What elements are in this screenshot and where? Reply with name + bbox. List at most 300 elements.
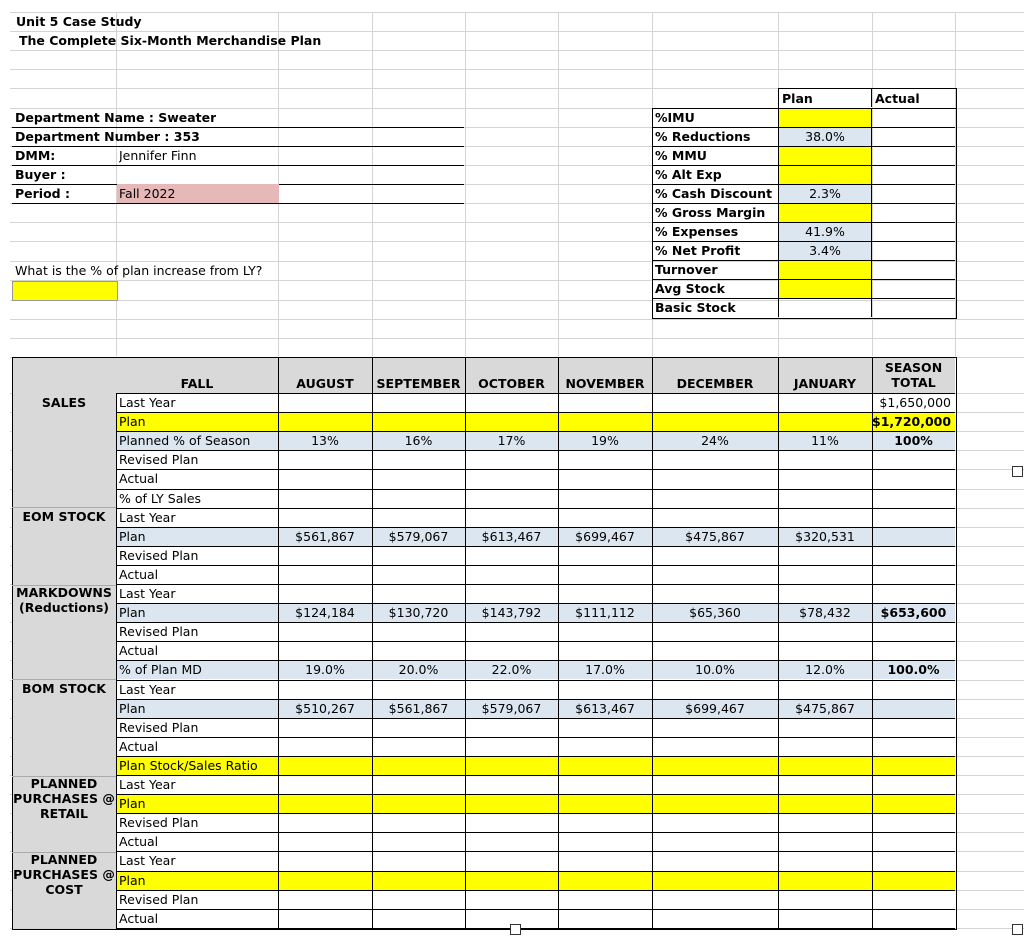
value-cell[interactable] — [778, 871, 872, 890]
value-cell[interactable]: $579,067 — [388, 528, 449, 544]
value-cell[interactable] — [278, 832, 372, 851]
value-cell[interactable] — [558, 890, 652, 909]
value-cell[interactable] — [558, 775, 652, 794]
value-cell[interactable] — [778, 909, 872, 928]
value-cell[interactable] — [278, 622, 372, 641]
value-cell[interactable] — [778, 832, 872, 851]
value-cell[interactable]: $124,184 — [295, 605, 355, 621]
value-cell[interactable] — [278, 871, 372, 890]
value-cell[interactable] — [372, 737, 465, 756]
value-cell[interactable] — [372, 489, 465, 508]
value-cell[interactable] — [465, 890, 558, 909]
metrics-actual-cell-1[interactable] — [872, 128, 954, 146]
value-cell[interactable] — [372, 832, 465, 851]
value-cell[interactable] — [558, 851, 652, 870]
value-cell[interactable] — [372, 622, 465, 641]
metrics-label-10: Basic Stock — [655, 300, 736, 315]
section-ppc-3: COST — [45, 882, 83, 897]
value-cell[interactable] — [778, 737, 872, 756]
value-cell[interactable] — [652, 393, 778, 412]
value-cell[interactable] — [778, 622, 872, 641]
section-eom-stock: EOM STOCK — [22, 509, 106, 524]
value-cell[interactable] — [372, 680, 465, 699]
season-total-cell[interactable] — [872, 489, 955, 508]
season-total-cell[interactable] — [872, 718, 955, 737]
row-label-25: Plan — [119, 872, 146, 888]
value-cell[interactable] — [558, 393, 652, 412]
resize-handle-bottom-right[interactable] — [1012, 924, 1023, 935]
row-label-12: Revised Plan — [119, 624, 199, 640]
row-label-14: % of Plan MD — [119, 662, 202, 678]
grid-col-line — [465, 12, 466, 356]
season-total-cell[interactable] — [872, 851, 955, 870]
value-cell[interactable] — [372, 584, 465, 603]
value-cell[interactable] — [372, 775, 465, 794]
grid-col-line — [558, 12, 559, 356]
value-cell[interactable] — [372, 412, 465, 431]
section-ppc-1: PLANNED — [30, 852, 98, 867]
value-cell[interactable] — [278, 508, 372, 527]
section-ppc-2: PURCHASES @ — [13, 867, 115, 882]
value-cell[interactable]: $130,720 — [388, 605, 449, 621]
value-cell[interactable] — [558, 813, 652, 832]
value-cell[interactable] — [652, 469, 778, 488]
value-cell[interactable] — [778, 508, 872, 527]
value-cell[interactable] — [372, 794, 465, 813]
value-cell[interactable] — [372, 450, 465, 469]
value-cell[interactable] — [372, 546, 465, 565]
value-cell[interactable] — [465, 469, 558, 488]
value-cell[interactable] — [465, 851, 558, 870]
row-label-4: Actual — [119, 471, 159, 487]
value-cell[interactable]: 19% — [591, 433, 619, 449]
season-total-cell[interactable] — [872, 680, 955, 699]
dept-name-text: Department Name : Sweater — [15, 110, 217, 125]
value-cell[interactable]: $699,467 — [575, 528, 635, 544]
value-cell[interactable] — [372, 393, 465, 412]
header-month-5: JANUARY — [793, 376, 857, 391]
dept-number-cell[interactable] — [15, 127, 200, 146]
value-cell[interactable]: $561,867 — [388, 700, 449, 716]
value-cell[interactable]: 16% — [404, 433, 433, 449]
value-cell[interactable] — [778, 851, 872, 870]
metrics-actual-cell-4[interactable] — [872, 185, 954, 203]
row-label-15: Last Year — [119, 681, 176, 697]
value-cell[interactable] — [465, 584, 558, 603]
season-total-cell[interactable] — [872, 794, 955, 813]
value-cell[interactable]: $475,867 — [795, 700, 855, 716]
value-cell[interactable] — [465, 813, 558, 832]
season-total-cell[interactable] — [872, 450, 955, 469]
metrics-actual-cell-9[interactable] — [872, 280, 954, 298]
value-cell[interactable] — [465, 718, 558, 737]
season-total-cell[interactable] — [872, 508, 955, 527]
value-cell[interactable] — [372, 851, 465, 870]
value-cell[interactable] — [652, 775, 778, 794]
value-cell[interactable] — [558, 508, 652, 527]
period-label: Period : — [15, 186, 70, 201]
value-cell[interactable] — [778, 393, 872, 412]
season-total-cell[interactable] — [872, 871, 955, 890]
row-label-0: Last Year — [119, 395, 176, 410]
period-value-cell[interactable] — [117, 184, 279, 203]
value-cell[interactable] — [778, 546, 872, 565]
metrics-actual-cell-3[interactable] — [872, 166, 954, 184]
metrics-actual-cell-6[interactable] — [872, 223, 954, 241]
value-cell[interactable] — [558, 909, 652, 928]
season-total-cell[interactable] — [872, 622, 955, 641]
row-label-11: Plan — [119, 605, 146, 621]
value-cell[interactable]: 17% — [497, 433, 526, 449]
value-cell[interactable] — [465, 489, 558, 508]
value-cell[interactable] — [278, 775, 372, 794]
value-cell[interactable]: 19.0% — [305, 662, 345, 678]
value-cell[interactable] — [558, 832, 652, 851]
metrics-actual-header: Actual — [875, 91, 920, 106]
metrics-actual-cell-7[interactable] — [872, 242, 954, 260]
dept-name-cell[interactable] — [15, 108, 216, 127]
value-cell[interactable] — [778, 794, 872, 813]
value-cell[interactable] — [558, 871, 652, 890]
value-cell[interactable] — [652, 890, 778, 909]
metrics-plan-header: Plan — [782, 91, 813, 106]
season-total-cell[interactable]: $653,600 — [880, 605, 947, 621]
section-markdowns: MARKDOWNS — [16, 585, 112, 600]
season-total-cell[interactable] — [872, 641, 955, 660]
value-cell[interactable] — [278, 489, 372, 508]
metrics-label-0: %IMU — [655, 110, 695, 125]
value-cell[interactable] — [558, 737, 652, 756]
dept-number-text: Department Number : 353 — [15, 129, 200, 144]
metrics-label-4: % Cash Discount — [655, 186, 773, 201]
row-label-19: Plan Stock/Sales Ratio — [119, 757, 258, 773]
value-cell[interactable]: $579,067 — [481, 700, 542, 716]
value-cell[interactable] — [372, 890, 465, 909]
row-label-21: Plan — [119, 796, 146, 812]
value-cell[interactable]: $475,867 — [685, 528, 745, 544]
header-month-4: DECEMBER — [676, 376, 754, 391]
value-cell[interactable] — [372, 508, 465, 527]
value-cell[interactable] — [558, 756, 652, 775]
value-cell[interactable]: $320,531 — [795, 528, 855, 544]
value-cell[interactable] — [465, 450, 558, 469]
season-total-cell[interactable] — [872, 584, 955, 603]
dmm-value-cell[interactable] — [119, 146, 197, 165]
value-cell[interactable] — [465, 871, 558, 890]
season-total-cell[interactable]: 100% — [894, 433, 933, 449]
season-total-cell[interactable] — [872, 527, 955, 546]
value-cell[interactable] — [278, 450, 372, 469]
value-cell[interactable] — [652, 737, 778, 756]
header-fall: FALL — [180, 376, 214, 391]
season-total-cell[interactable]: $1,720,000 — [872, 414, 951, 430]
header-season: SEASON — [884, 360, 943, 375]
row-label-2: Planned % of Season — [119, 433, 251, 449]
season-total-cell[interactable] — [872, 813, 955, 832]
row-label-6: Last Year — [119, 509, 176, 525]
value-cell[interactable] — [278, 813, 372, 832]
value-cell[interactable]: 11% — [811, 433, 839, 449]
value-cell[interactable] — [278, 412, 372, 431]
season-total-cell[interactable] — [872, 832, 955, 851]
row-label-8: Revised Plan — [119, 547, 199, 563]
value-cell[interactable] — [278, 718, 372, 737]
value-cell[interactable] — [652, 546, 778, 565]
season-total-cell[interactable] — [872, 737, 955, 756]
metrics-actual-cell-8[interactable] — [872, 261, 954, 279]
dept-number-underline — [12, 146, 464, 147]
value-cell[interactable] — [278, 469, 372, 488]
value-cell[interactable] — [278, 794, 372, 813]
value-cell[interactable] — [465, 641, 558, 660]
metrics-plan-cell-5[interactable] — [779, 204, 871, 222]
value-cell[interactable] — [465, 508, 558, 527]
value-cell[interactable] — [652, 851, 778, 870]
value-cell[interactable]: $510,267 — [295, 700, 355, 716]
value-cell[interactable] — [558, 469, 652, 488]
value-cell[interactable]: 10.0% — [695, 662, 735, 678]
value-cell[interactable]: $143,792 — [481, 605, 542, 621]
row-label-20: Last Year — [119, 777, 176, 792]
value-cell[interactable] — [778, 718, 872, 737]
value-cell[interactable] — [278, 909, 372, 928]
metrics-actual-cell-5[interactable] — [872, 204, 954, 222]
value-cell[interactable] — [558, 565, 652, 584]
value-cell[interactable] — [558, 412, 652, 431]
metrics-label-9: Avg Stock — [655, 281, 725, 296]
row-label-26: Revised Plan — [119, 891, 199, 907]
title-line-1: Unit 5 Case Study — [16, 14, 142, 29]
metrics-plan-cell-6[interactable]: 41.9% — [779, 223, 871, 241]
metrics-plan-cell-0[interactable] — [779, 109, 871, 127]
value-cell[interactable] — [778, 775, 872, 794]
value-cell[interactable]: $561,867 — [295, 528, 355, 544]
period-underline — [12, 203, 464, 204]
value-cell[interactable] — [372, 641, 465, 660]
value-cell[interactable] — [778, 641, 872, 660]
value-cell[interactable] — [652, 794, 778, 813]
value-cell[interactable] — [465, 393, 558, 412]
value-cell[interactable] — [278, 641, 372, 660]
value-cell[interactable] — [778, 890, 872, 909]
value-cell[interactable] — [372, 871, 465, 890]
resize-handle-bottom[interactable] — [510, 924, 521, 935]
value-cell[interactable]: 22.0% — [491, 662, 532, 678]
row-label-13: Actual — [119, 643, 159, 659]
value-cell[interactable] — [652, 909, 778, 928]
value-cell[interactable] — [278, 680, 372, 699]
value-cell[interactable] — [778, 489, 872, 508]
row-label-18: Actual — [119, 738, 159, 754]
metrics-label-2: % MMU — [655, 148, 707, 163]
metrics-actual-cell-10[interactable] — [872, 299, 954, 317]
value-cell[interactable] — [465, 775, 558, 794]
value-cell[interactable] — [778, 813, 872, 832]
value-cell[interactable] — [465, 680, 558, 699]
metrics-plan-cell-3[interactable] — [779, 166, 871, 184]
value-cell[interactable]: 13% — [311, 433, 339, 449]
row-label-3: Revised Plan — [119, 452, 199, 468]
header-month-2: OCTOBER — [478, 376, 545, 391]
season-total-cell[interactable] — [872, 775, 955, 794]
value-cell[interactable] — [558, 641, 652, 660]
row-label-17: Revised Plan — [119, 719, 199, 735]
value-cell[interactable] — [778, 450, 872, 469]
value-cell[interactable] — [652, 489, 778, 508]
row-label-27: Actual — [119, 910, 159, 926]
row-label-24: Last Year — [119, 853, 176, 869]
section-ppr-2: PURCHASES @ — [13, 791, 115, 806]
section-ppr-1: PLANNED — [30, 776, 98, 791]
value-cell[interactable] — [652, 718, 778, 737]
season-total-cell[interactable] — [872, 546, 955, 565]
value-cell[interactable] — [652, 641, 778, 660]
season-total-cell[interactable]: 100.0% — [887, 662, 940, 678]
value-cell[interactable] — [372, 813, 465, 832]
section-bom-stock: BOM STOCK — [22, 681, 106, 696]
season-total-cell[interactable]: $1,650,000 — [879, 395, 951, 410]
metrics-plan-cell-2[interactable] — [779, 147, 871, 165]
metrics-plan-cell-7[interactable]: 3.4% — [779, 242, 871, 260]
value-cell[interactable] — [465, 565, 558, 584]
value-cell[interactable] — [465, 794, 558, 813]
value-cell[interactable] — [558, 546, 652, 565]
value-cell[interactable] — [652, 832, 778, 851]
period-value: Fall 2022 — [119, 186, 176, 201]
row-label-16: Plan — [119, 700, 146, 716]
value-cell[interactable]: 12.0% — [805, 662, 845, 678]
row-label-1: Plan — [119, 414, 146, 430]
value-cell[interactable] — [465, 756, 558, 775]
value-cell[interactable]: $78,432 — [799, 605, 851, 621]
value-cell[interactable] — [778, 680, 872, 699]
value-cell[interactable] — [465, 737, 558, 756]
header-month-0: AUGUST — [296, 376, 354, 391]
value-cell[interactable] — [778, 412, 872, 431]
section-sales: SALES — [41, 395, 87, 410]
section-ppr-3: RETAIL — [39, 806, 88, 821]
season-total-cell[interactable] — [872, 756, 955, 775]
row-label-10: Last Year — [119, 586, 176, 601]
header-month-3: NOVEMBER — [565, 376, 645, 391]
value-cell[interactable] — [652, 622, 778, 641]
value-cell[interactable] — [278, 565, 372, 584]
season-total-cell[interactable] — [872, 699, 955, 718]
buyer-label: Buyer : — [15, 167, 66, 182]
row-label-7: Plan — [119, 528, 146, 544]
resize-handle-right[interactable] — [1012, 466, 1023, 477]
title-line-2: The Complete Six-Month Merchandise Plan — [19, 33, 322, 48]
value-cell[interactable]: 24% — [701, 433, 729, 449]
value-cell[interactable] — [465, 412, 558, 431]
metrics-label-8: Turnover — [655, 262, 718, 277]
season-total-cell[interactable] — [872, 565, 955, 584]
value-cell[interactable] — [465, 622, 558, 641]
value-cell[interactable]: $111,112 — [575, 605, 635, 621]
value-cell[interactable]: $613,467 — [575, 700, 635, 716]
metrics-actual-cell-2[interactable] — [872, 147, 954, 165]
value-cell[interactable] — [278, 584, 372, 603]
dmm-underline — [12, 165, 464, 166]
value-cell[interactable] — [778, 469, 872, 488]
value-cell[interactable] — [278, 546, 372, 565]
value-cell[interactable]: $65,360 — [689, 605, 741, 621]
value-cell[interactable] — [652, 412, 778, 431]
value-cell[interactable] — [778, 565, 872, 584]
value-cell[interactable] — [652, 680, 778, 699]
value-cell[interactable] — [558, 584, 652, 603]
value-cell[interactable] — [558, 622, 652, 641]
value-cell[interactable]: $613,467 — [481, 528, 542, 544]
metrics-plan-cell-10[interactable] — [779, 299, 871, 317]
value-cell[interactable] — [558, 680, 652, 699]
value-cell[interactable] — [652, 813, 778, 832]
metrics-plan-cell-9[interactable] — [779, 280, 871, 298]
value-cell[interactable] — [278, 890, 372, 909]
value-cell[interactable] — [372, 469, 465, 488]
value-cell[interactable] — [652, 508, 778, 527]
value-cell[interactable]: 17.0% — [585, 662, 625, 678]
value-cell[interactable] — [652, 871, 778, 890]
value-cell[interactable] — [652, 756, 778, 775]
value-cell[interactable] — [652, 565, 778, 584]
row-label-5: % of LY Sales — [119, 490, 202, 506]
value-cell[interactable] — [372, 718, 465, 737]
value-cell[interactable] — [372, 565, 465, 584]
season-total-cell[interactable] — [872, 890, 955, 909]
value-cell[interactable] — [465, 546, 558, 565]
value-cell[interactable] — [558, 489, 652, 508]
metrics-label-5: % Gross Margin — [655, 205, 766, 220]
value-cell[interactable] — [778, 756, 872, 775]
value-cell[interactable] — [558, 794, 652, 813]
row-label-22: Revised Plan — [119, 815, 199, 831]
season-total-cell[interactable] — [872, 469, 955, 488]
section-markdowns-reductions: (Reductions) — [19, 600, 109, 615]
question-text: What is the % of plan increase from LY? — [15, 263, 263, 278]
metrics-plan-cell-4[interactable]: 2.3% — [779, 185, 871, 203]
value-cell[interactable] — [278, 737, 372, 756]
value-cell[interactable] — [778, 584, 872, 603]
value-cell[interactable] — [278, 851, 372, 870]
metrics-label-7: % Net Profit — [655, 243, 741, 258]
value-cell[interactable] — [652, 584, 778, 603]
value-cell[interactable] — [278, 756, 372, 775]
value-cell[interactable] — [372, 909, 465, 928]
metrics-label-1: % Reductions — [655, 129, 751, 144]
question-answer-cell[interactable] — [12, 281, 118, 301]
metrics-plan-cell-1[interactable]: 38.0% — [779, 128, 871, 146]
metrics-actual-cell-0[interactable] — [872, 109, 954, 127]
season-total-cell[interactable] — [872, 909, 955, 928]
value-cell[interactable]: 20.0% — [398, 662, 439, 678]
metrics-plan-cell-8[interactable] — [779, 261, 871, 279]
row-label-23: Actual — [119, 834, 159, 850]
value-cell[interactable] — [652, 450, 778, 469]
row-label-9: Actual — [119, 566, 159, 582]
value-cell[interactable] — [278, 393, 372, 412]
value-cell[interactable] — [558, 450, 652, 469]
plan-row-line — [116, 928, 955, 929]
header-total: TOTAL — [891, 375, 936, 390]
value-cell[interactable] — [558, 718, 652, 737]
metrics-header-divider — [871, 88, 872, 107]
value-cell[interactable] — [372, 756, 465, 775]
value-cell[interactable]: $699,467 — [685, 700, 745, 716]
value-cell[interactable] — [465, 832, 558, 851]
metrics-label-6: % Expenses — [655, 224, 739, 239]
metrics-label-3: % Alt Exp — [655, 167, 722, 182]
